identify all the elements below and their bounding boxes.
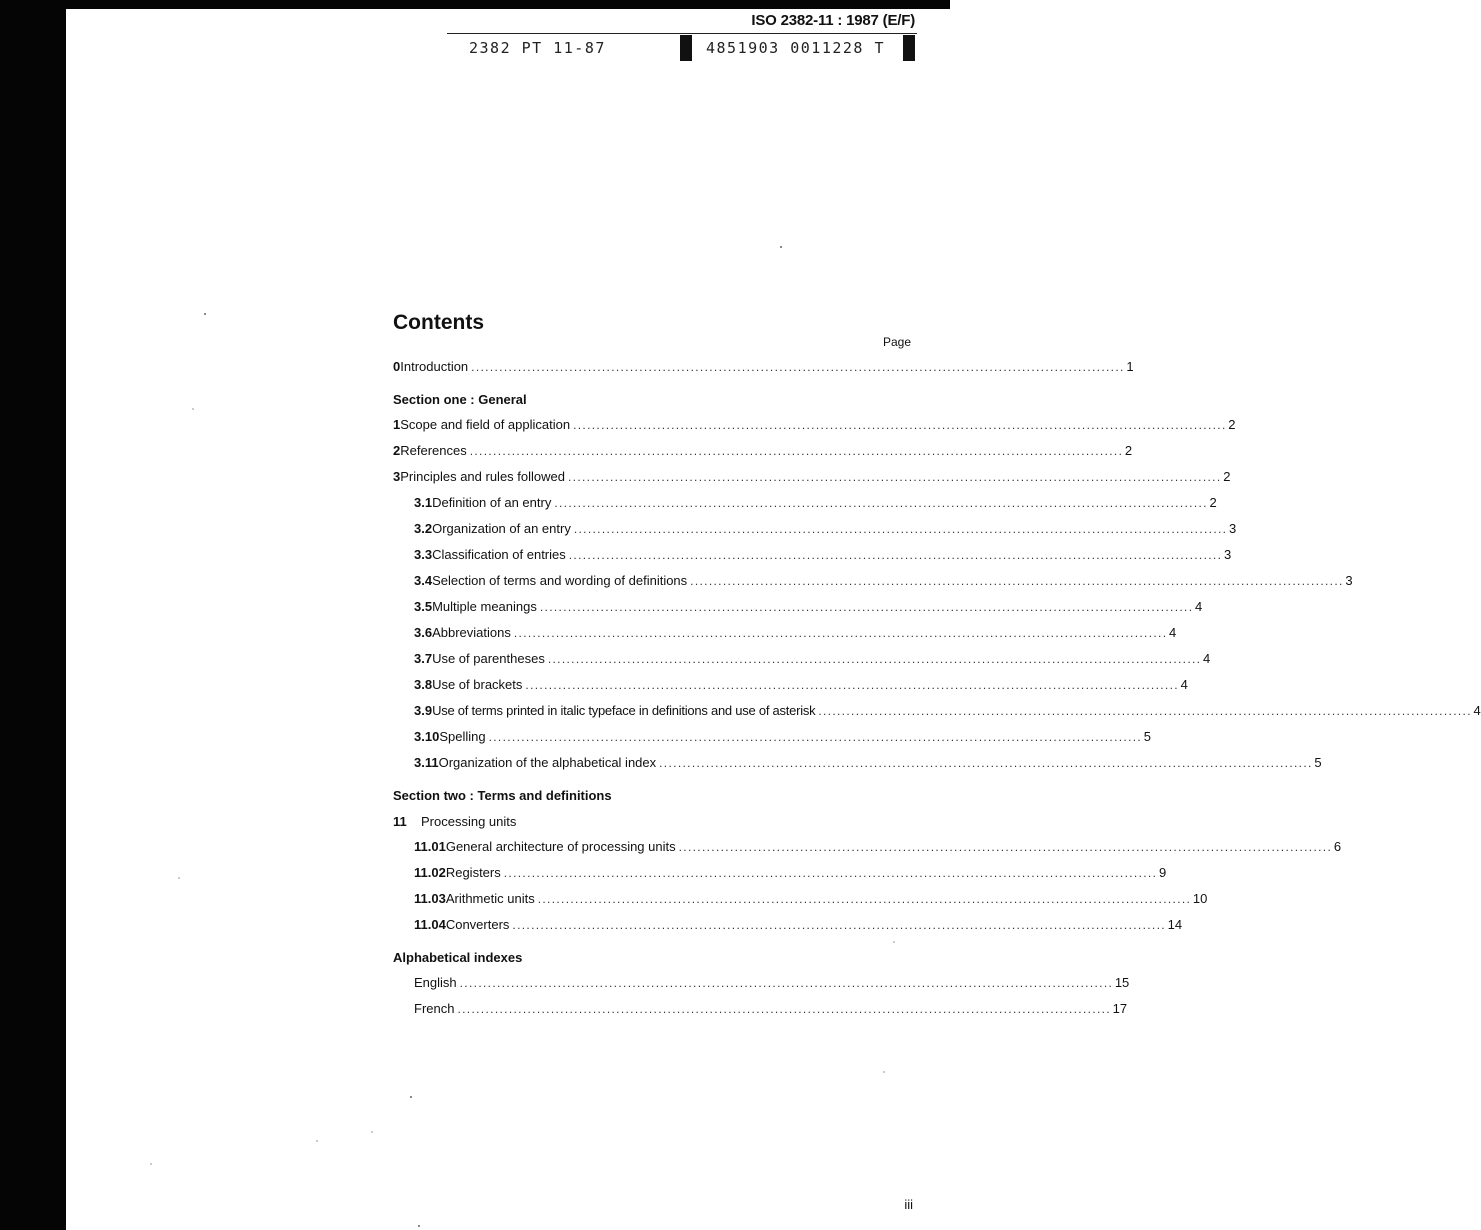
toc-entry-number: 11.03 [414, 891, 446, 906]
toc-entry-title: Classification of entries [432, 547, 566, 562]
toc-entry-title: References [400, 443, 467, 458]
toc-entry-number: 11.02 [414, 865, 446, 880]
toc-subentry [414, 755, 1322, 773]
toc-entry-page: 3 [1223, 547, 1232, 562]
toc-entry-number: 3.1 [414, 495, 433, 510]
toc-entry-page: 4 [1203, 651, 1211, 666]
dot-leader [690, 574, 1341, 588]
toc-entry-title: Organization of the alphabetical index [438, 755, 657, 770]
toc-subentry [414, 625, 1177, 643]
dot-leader [548, 652, 1199, 666]
toc-chapter [393, 814, 516, 829]
toc-index-entry [414, 1001, 1128, 1019]
toc-subentry [414, 599, 1203, 617]
scan-speck [150, 1163, 152, 1165]
toc-entry-number: 3.7 [414, 651, 433, 666]
toc-entry-number: 3.2 [414, 521, 433, 536]
toc-entry-title: Principles and rules followed [400, 469, 565, 484]
scan-speck [192, 408, 194, 410]
toc-entry-page: 6 [1333, 839, 1342, 854]
toc-entry-number: 0 [393, 359, 401, 374]
dot-leader [554, 496, 1205, 510]
dot-leader [471, 360, 1122, 374]
dot-leader [818, 704, 1469, 718]
toc-entry-title: Selection of terms and wording of definitions [432, 573, 688, 588]
toc-entry-page: 2 [1223, 469, 1231, 484]
scan-border-left [0, 0, 66, 1230]
toc-entry-number: 3.6 [414, 625, 433, 640]
dot-leader [679, 840, 1330, 854]
standard-designation: ISO 2382-11 : 1987 (E/F) [751, 12, 915, 29]
barcode-number: 4851903 0011228 T [706, 39, 886, 57]
contents-heading: Contents [393, 311, 484, 334]
dot-leader [569, 548, 1220, 562]
toc-entry-number: 3.3 [414, 547, 433, 562]
dot-leader [540, 600, 1191, 614]
toc-entry-title: Use of terms printed in italic typeface in definitions and use of asterisk [432, 703, 816, 718]
toc-subentry [414, 703, 1481, 721]
toc-entry-page: 15 [1114, 975, 1130, 990]
page-column-label: Page [882, 335, 911, 349]
toc-entry-title: Introduction [400, 359, 469, 374]
toc-entry-page: 3 [1229, 521, 1237, 536]
header-rule [447, 33, 917, 34]
toc-entry-page: 2 [1124, 443, 1133, 458]
scan-border-top [0, 0, 950, 9]
scan-speck [883, 1071, 885, 1073]
toc-entry-title: Organization of an entry [432, 521, 571, 536]
scan-speck [371, 1131, 373, 1133]
scan-speck [893, 941, 895, 943]
toc-entry-page: 5 [1314, 755, 1322, 770]
toc-entry-page: 2 [1209, 495, 1217, 510]
toc-entry-title: Use of parentheses [432, 651, 545, 666]
dot-leader [460, 976, 1111, 990]
dot-leader [538, 892, 1189, 906]
toc-entry-title: Converters [445, 917, 510, 932]
scan-speck [316, 1140, 318, 1142]
toc-entry [393, 359, 1134, 377]
toc-subentry [414, 677, 1188, 695]
toc-entry-number: 11.04 [414, 917, 446, 932]
toc-entry-page: 1 [1126, 359, 1134, 374]
toc-entry [393, 443, 1133, 461]
toc-entry-page: 14 [1167, 917, 1183, 932]
toc-entry-number: 3.5 [414, 599, 433, 614]
toc-entry-title: Use of brackets [432, 677, 523, 692]
dot-leader [512, 918, 1163, 932]
section-two-heading: Section two : Terms and definitions [393, 788, 612, 803]
dot-leader [573, 418, 1224, 432]
toc-entry-title: French [414, 1001, 455, 1016]
toc-index-entry [414, 975, 1130, 993]
toc-entry-title: General architecture of processing units [445, 839, 676, 854]
toc-entry [393, 417, 1236, 435]
scan-speck [178, 877, 180, 879]
toc-subentry [414, 547, 1232, 565]
toc-entry-number: 3.8 [414, 677, 433, 692]
page-number: iii [904, 1197, 913, 1212]
toc-entry-number: 11.01 [414, 839, 446, 854]
toc-entry-title: Abbreviations [432, 625, 511, 640]
toc-entry-page: 4 [1169, 625, 1177, 640]
dot-leader [470, 444, 1121, 458]
barcode-mark-right [903, 35, 915, 61]
toc-subentry [414, 729, 1151, 747]
dot-leader [568, 470, 1219, 484]
toc-entry-title: Definition of an entry [432, 495, 552, 510]
toc-entry-title: Arithmetic units [445, 891, 535, 906]
toc-entry-number: 3.10 [414, 729, 440, 744]
toc-entry-page: 4 [1195, 599, 1203, 614]
dot-leader [504, 866, 1155, 880]
toc-entry-page: 4 [1473, 703, 1481, 718]
toc-entry-page: 3 [1345, 573, 1353, 588]
dot-leader [659, 756, 1310, 770]
toc-entry-page: 9 [1158, 865, 1167, 880]
dot-leader [574, 522, 1225, 536]
toc-entry-title: English [414, 975, 457, 990]
toc-subentry [414, 891, 1208, 909]
toc-subentry [414, 839, 1342, 857]
toc-subentry [414, 651, 1211, 669]
toc-subentry [414, 917, 1183, 935]
catalog-code: 2382 PT 11-87 [469, 39, 606, 57]
barcode-mark-left [680, 35, 692, 61]
dot-leader [489, 730, 1140, 744]
toc-entry-number: 3.11 [414, 755, 439, 770]
toc-entry-title: Spelling [439, 729, 486, 744]
toc-entry-number: 1 [393, 417, 401, 432]
toc-entry-page: 5 [1143, 729, 1151, 744]
section-one-heading: Section one : General [393, 392, 527, 407]
toc-subentry [414, 865, 1167, 883]
toc-entry-title: Registers [445, 865, 501, 880]
toc-entry-number: 3.4 [414, 573, 433, 588]
dot-leader [514, 626, 1165, 640]
scan-speck [410, 1096, 412, 1098]
scan-speck [418, 1225, 420, 1227]
scan-speck [780, 246, 782, 248]
toc-subentry [414, 573, 1353, 591]
toc-entry-number: 11 [393, 814, 407, 829]
scan-speck [204, 313, 206, 315]
indexes-heading: Alphabetical indexes [393, 950, 523, 965]
toc-entry-number: 3 [393, 469, 401, 484]
toc-entry-page: 2 [1228, 417, 1236, 432]
dot-leader [457, 1002, 1108, 1016]
toc-entry-title: Scope and field of application [400, 417, 571, 432]
toc-entry-number: 2 [393, 443, 401, 458]
toc-entry-page: 4 [1180, 677, 1188, 692]
toc-entry-title: Multiple meanings [432, 599, 537, 614]
toc-entry [393, 469, 1231, 487]
toc-entry-page: 10 [1192, 891, 1208, 906]
dot-leader [525, 678, 1176, 692]
toc-entry-number: 3.9 [414, 703, 433, 718]
toc-entry-title: Processing units [421, 814, 517, 829]
toc-entry-page: 17 [1112, 1001, 1128, 1016]
toc-subentry [414, 521, 1237, 539]
toc-subentry [414, 495, 1217, 513]
